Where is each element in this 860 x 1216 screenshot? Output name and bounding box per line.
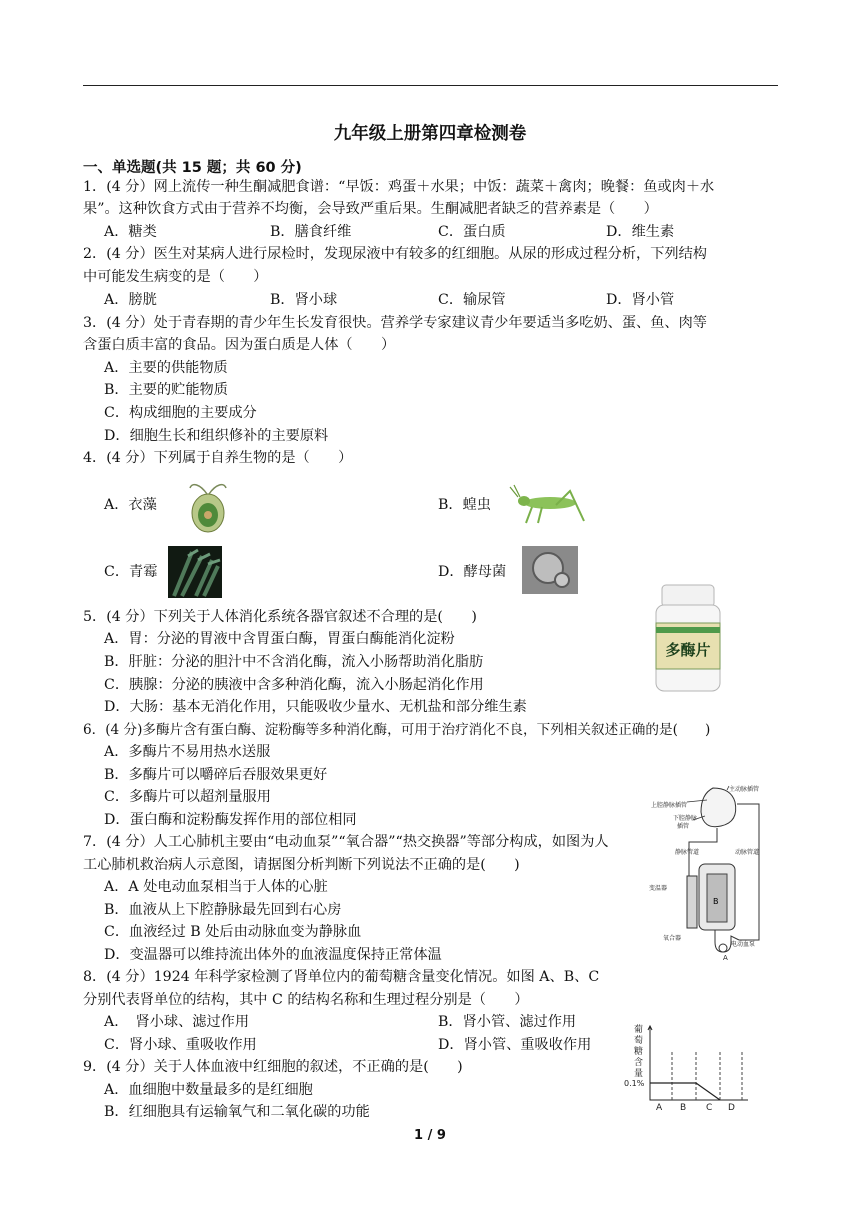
label-b: B <box>713 897 719 906</box>
label-a: A <box>723 954 728 962</box>
q9-option-b: B．红细胞具有运输氧气和二氧化碳的功能 <box>104 1104 370 1120</box>
label-ivc: 下腔静脉 <box>673 815 698 822</box>
q2-stem-line2: 中可能发生病变的是（ ） <box>83 269 268 285</box>
q1-option-d: D．维生素 <box>606 224 675 240</box>
q1-stem-line1: 1．(4 分）网上流传一种生酮减肥食谱：“早饭：鸡蛋＋水果；中饭：蔬菜＋禽肉；晚餐：鱼或肉＋水 <box>83 179 715 195</box>
q3-option-c: C．构成细胞的主要成分 <box>104 405 257 421</box>
label-temperature-changer: 变温器 <box>649 885 668 892</box>
q5-stem: 5．(4 分）下列关于人体消化系统各器官叙述不合理的是( ) <box>83 609 477 625</box>
q3-option-d: D．细胞生长和组织修补的主要原料 <box>104 428 329 444</box>
q4-stem: 4．(4 分）下列属于自养生物的是（ ） <box>83 450 353 466</box>
q2-option-d: D．肾小管 <box>606 292 675 308</box>
ylabel-char-4: 含 <box>634 1058 644 1068</box>
glucose-content-chart <box>618 1020 758 1115</box>
label-vein-tube: 静脉管道 <box>675 849 700 856</box>
q2-option-c: C．输尿管 <box>438 292 506 308</box>
q6-option-b: B．多酶片可以嚼碎后吞服效果更好 <box>104 767 328 783</box>
q6-option-a: A．多酶片不易用热水送服 <box>104 744 271 760</box>
multienzyme-bottle-image <box>648 583 728 695</box>
q5-option-d: D．大肠：基本无消化作用，只能吸收少量水、无机盐和部分维生素 <box>104 699 527 715</box>
q6-stem: 6．(4 分)多酶片含有蛋白酶、淀粉酶等多种消化酶，可用于治疗消化不良，下列相关叙述正确的是( ) <box>83 722 711 738</box>
ylabel-char-1: 葡 <box>634 1025 644 1035</box>
q5-option-b: B．肝脏：分泌的胆汁中不含消化酶，流入小肠帮助消化脂肪 <box>104 654 484 670</box>
q8-option-c: C．肾小球、重吸收作用 <box>104 1037 257 1053</box>
label-ivc-cannula: 插管 <box>677 823 690 830</box>
label-svc-cannula: 上腔静脉插管 <box>651 802 688 809</box>
header-rule <box>83 85 778 86</box>
yeast-image <box>522 546 578 594</box>
xtick-b: B <box>680 1103 687 1113</box>
q9-option-a: A．血细胞中数量最多的是红细胞 <box>104 1082 313 1098</box>
label-oxygenator: 氧合器 <box>663 935 682 942</box>
q3-option-a: A．主要的供能物质 <box>104 360 228 376</box>
q1-option-b: B．膳食纤维 <box>270 224 352 240</box>
xtick-d: D <box>728 1103 735 1113</box>
q1-stem-line2: 果”。这种饮食方式由于营养不均衡，会导致严重后果。生酮减肥者缺乏的营养素是（ ） <box>83 201 658 217</box>
q8-option-a: A． 肾小球、滤过作用 <box>104 1014 250 1030</box>
chlamydomonas-image <box>178 480 238 534</box>
locust-image <box>508 483 588 527</box>
q8-stem-line1: 8．(4 分）1924 年科学家检测了肾单位内的葡萄糖含量变化情况。如图 A、B、C <box>83 969 600 985</box>
q6-option-d: D．蛋白酶和淀粉酶发挥作用的部位相同 <box>104 812 357 828</box>
xtick-a: A <box>656 1103 663 1113</box>
ylabel-char-5: 量 <box>634 1069 644 1079</box>
glucose-line <box>650 1083 720 1100</box>
q9-stem: 9．(4 分）关于人体血液中红细胞的叙述，不正确的是( ) <box>83 1059 463 1075</box>
q1-option-c: C．蛋白质 <box>438 224 506 240</box>
q1-option-a: A．糖类 <box>104 224 157 240</box>
q8-option-d: D．肾小管、重吸收作用 <box>438 1037 592 1053</box>
q7-option-c: C．血液经过 B 处后由动脉血变为静脉血 <box>104 924 362 940</box>
label-electric-pump: 电动血泵 <box>731 941 756 948</box>
heart-lung-machine-diagram <box>643 782 773 962</box>
q3-stem-line1: 3．(4 分）处于青春期的青少年生长发育很快。营养学专家建议青少年要适当多吃奶、蛋、鱼、肉等 <box>83 315 707 331</box>
q4-option-b: B．蝗虫 <box>438 497 491 513</box>
q4-option-d: D．酵母菌 <box>438 564 507 580</box>
ylabel-char-3: 糖 <box>634 1047 644 1057</box>
label-artery-tube: 动脉管道 <box>735 849 760 856</box>
q8-stem-line2: 分别代表肾单位的结构，其中 C 的结构名称和生理过程分别是（ ） <box>83 992 529 1008</box>
q7-option-b: B．血液从上下腔静脉最先回到右心房 <box>104 902 342 918</box>
q7-stem-line1: 7．(4 分）人工心肺机主要由“电动血泵”“氧合器”“热交换器”等部分构成，如图为人 <box>83 834 609 850</box>
section-heading: 一、单选题(共 15 题；共 60 分) <box>83 160 302 176</box>
ytick-label: 0.1% <box>624 1079 645 1088</box>
q5-option-c: C．胰腺：分泌的胰液中含多种消化酶，流入小肠起消化作用 <box>104 677 484 693</box>
xtick-c: C <box>706 1103 713 1113</box>
penicillium-image <box>168 546 222 598</box>
bottle-label: 多酶片 <box>665 641 711 659</box>
q6-option-c: C．多酶片可以超剂量服用 <box>104 789 271 805</box>
q8-option-b: B．肾小管、滤过作用 <box>438 1014 577 1030</box>
q2-stem-line1: 2．(4 分）医生对某病人进行尿检时，发现尿液中有较多的红细胞。从尿的形成过程分析，下列结构 <box>83 246 707 262</box>
q5-option-a: A．胃：分泌的胃液中含胃蛋白酶，胃蛋白酶能消化淀粉 <box>104 631 455 647</box>
q7-option-d: D．变温器可以维持流出体外的血液温度保持正常体温 <box>104 947 442 963</box>
ylabel-char-2: 萄 <box>634 1036 644 1046</box>
q7-stem-line2: 工心肺机救治病人示意图，请据图分析判断下列说法不正确的是( ) <box>83 857 520 873</box>
q4-option-c: C．青霉 <box>104 564 158 580</box>
page-title: 九年级上册第四章检测卷 <box>333 124 527 144</box>
q3-stem-line2: 含蛋白质丰富的食品。因为蛋白质是人体（ ） <box>83 337 396 353</box>
page-number: 1 / 9 <box>414 1128 446 1143</box>
label-aorta-cannula: 主动脉插管 <box>729 786 760 793</box>
q7-option-a: A．A 处电动血泵相当于人体的心脏 <box>104 879 328 895</box>
q2-option-a: A．膀胱 <box>104 292 157 308</box>
q4-option-a: A．衣藻 <box>104 497 157 513</box>
q3-option-b: B．主要的贮能物质 <box>104 382 228 398</box>
q2-option-b: B．肾小球 <box>270 292 338 308</box>
